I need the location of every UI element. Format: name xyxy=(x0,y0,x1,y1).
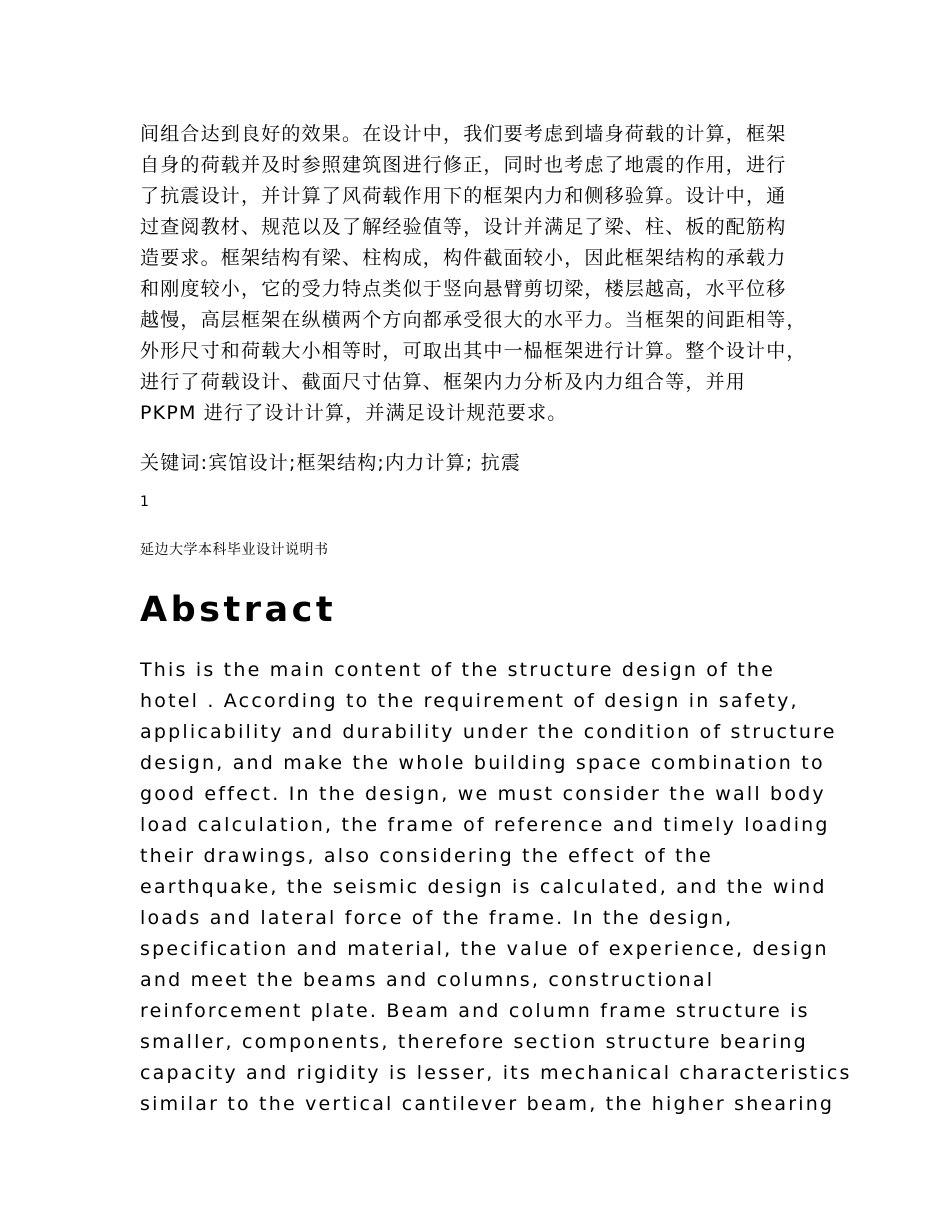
summary-line: 了抗震设计，并计算了风荷载作用下的框架内力和侧移验算。设计中，通 xyxy=(140,185,787,207)
abstract-line: design, and make the whole building space combination to xyxy=(140,752,825,774)
abstract-line: similar to the vertical cantilever beam, the higher shearing xyxy=(140,1093,835,1115)
summary-line: 间组合达到良好的效果。在设计中，我们要考虑到墙身荷载的计算，框架 xyxy=(140,123,787,145)
summary-line: 越慢，高层框架在纵横两个方向都承受很大的水平力。当框架的间距相等， xyxy=(140,309,807,331)
abstract-line: earthquake, the seismic design is calculated, and the wind xyxy=(140,876,827,898)
abstract-line: This is the main content of the structure design of the xyxy=(140,659,776,681)
summary-line: 和刚度较小，它的受力特点类似于竖向悬臂剪切梁，楼层越高，水平位移 xyxy=(140,278,787,300)
summary-line: PKPM 进行了设计计算，并满足设计规范要求。 xyxy=(140,402,568,424)
summary-line: 进行了荷载设计、截面尺寸估算、框架内力分析及内力组合等，并用 xyxy=(140,371,747,393)
summary-line: 自身的荷载并及时参照建筑图进行修正，同时也考虑了地震的作用，进行 xyxy=(140,154,787,176)
abstract-line: applicability and durability under the condition of structure xyxy=(140,721,837,743)
abstract-heading: Abstract xyxy=(140,590,337,630)
abstract-line: reinforcement plate. Beam and column frame structure is xyxy=(140,1000,810,1022)
abstract-line: hotel . According to the requirement of design in safety, xyxy=(140,690,799,712)
abstract-line: and meet the beams and columns, constructional xyxy=(140,969,715,991)
abstract-line: smaller, components, therefore section structure bearing xyxy=(140,1031,808,1053)
summary-line: 造要求。框架结构有梁、柱构成，构件截面较小，因此框架结构的承载力 xyxy=(140,247,787,269)
summary-line: 过查阅教材、规范以及了解经验值等，设计并满足了梁、柱、板的配筋构 xyxy=(140,216,787,238)
abstract-line: capacity and rigidity is lesser, its mechanical characteristics xyxy=(140,1062,852,1084)
page-number: 1 xyxy=(140,494,150,510)
abstract-line: their drawings, also considering the effect of the xyxy=(140,845,713,867)
abstract-line: good effect. In the design, we must consider the wall body xyxy=(140,783,826,805)
abstract-line: load calculation, the frame of reference and timely loading xyxy=(140,814,830,836)
abstract-line: loads and lateral force of the frame. In the design, xyxy=(140,907,734,929)
summary-line: 外形尺寸和荷载大小相等时，可取出其中一榀框架进行计算。整个设计中， xyxy=(140,340,807,362)
keywords-line: 关键词:宾馆设计;框架结构;内力计算; 抗震 xyxy=(140,452,522,474)
running-header: 延边大学本科毕业设计说明书 xyxy=(140,542,329,558)
abstract-line: specification and material, the value of experience, design xyxy=(140,938,829,960)
